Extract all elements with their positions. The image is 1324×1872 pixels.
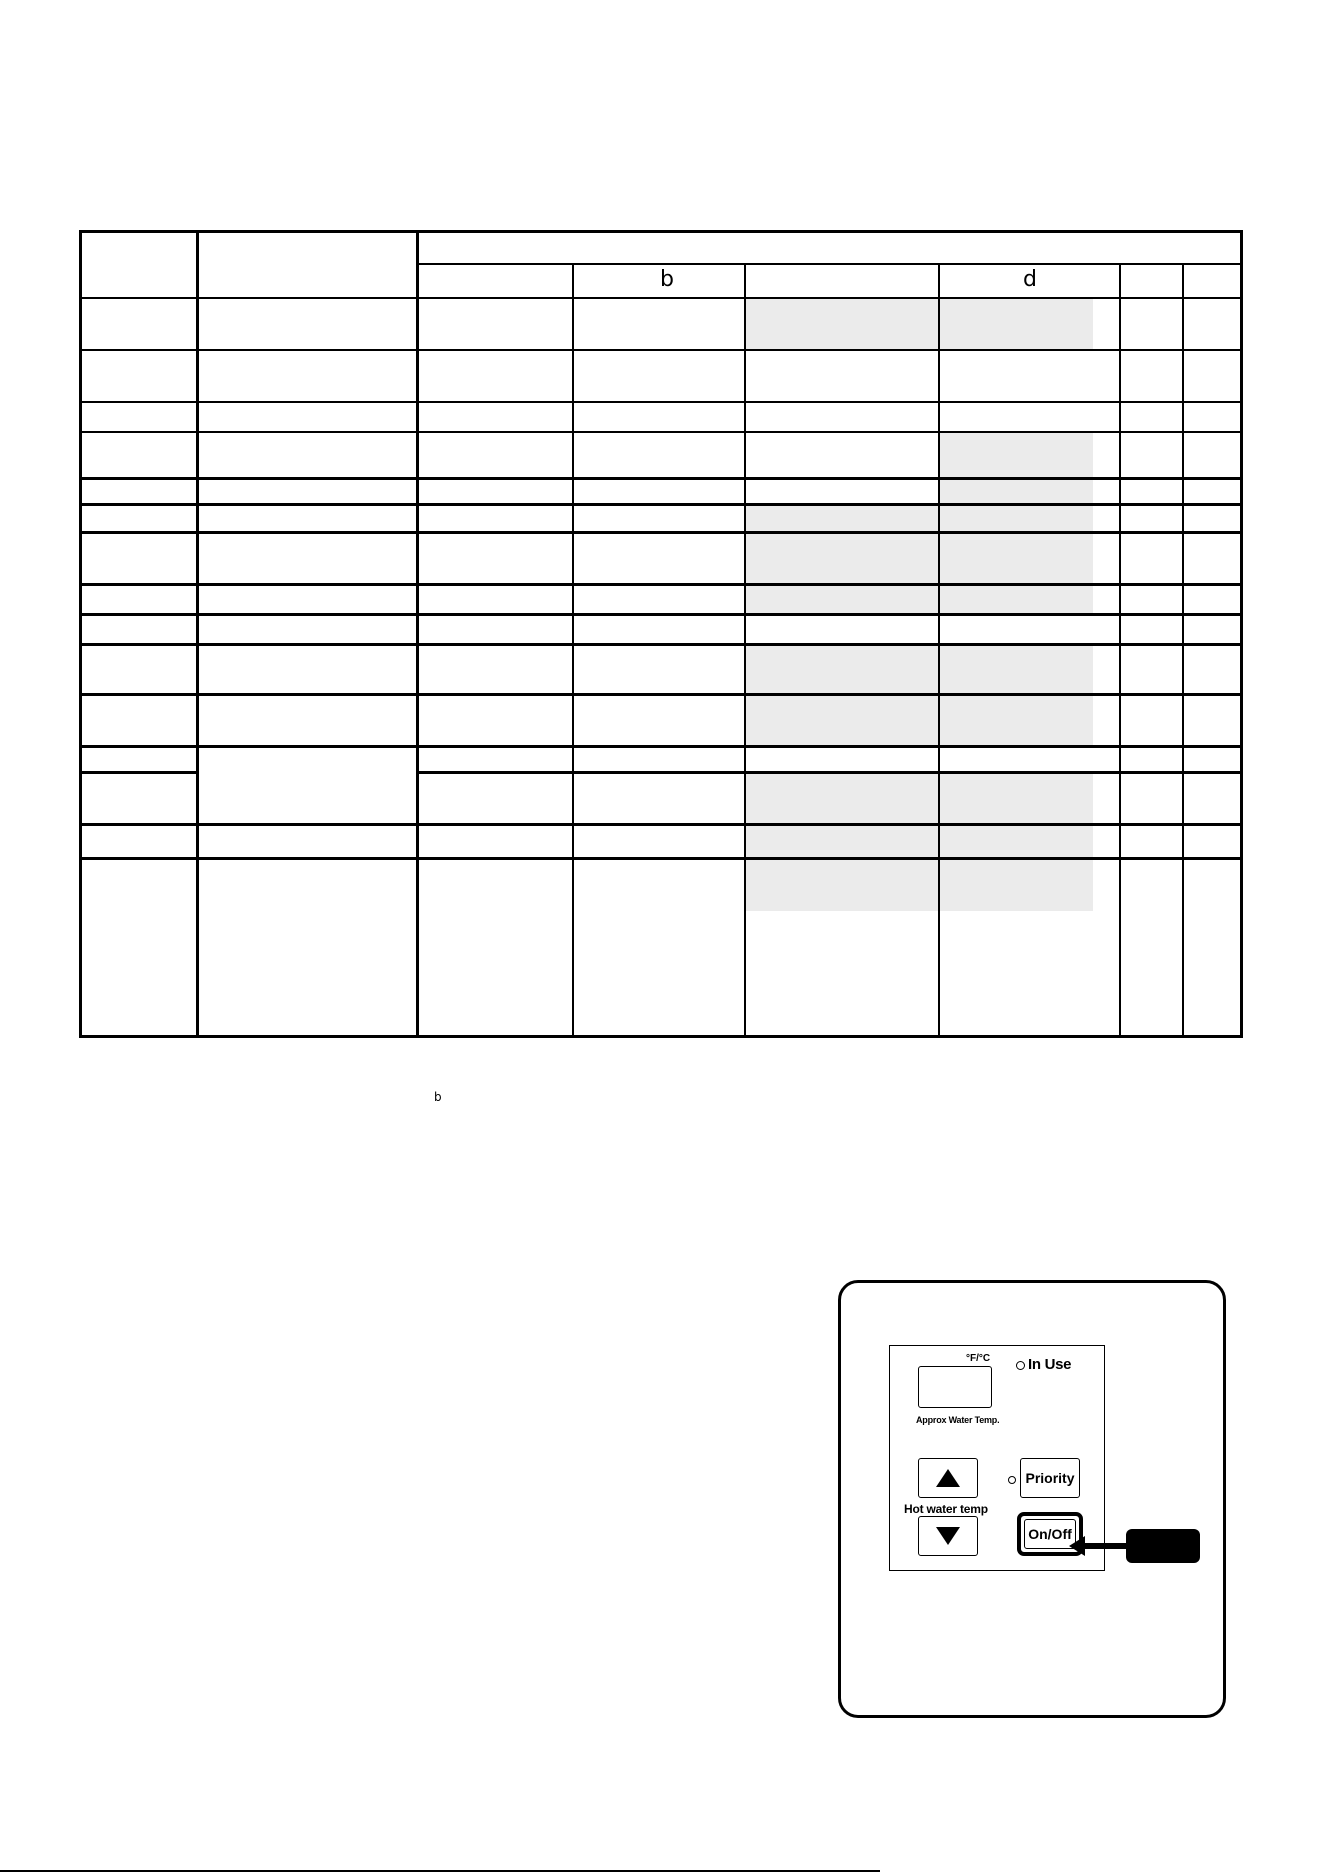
table-rule (82, 643, 1240, 646)
onoff-label: On/Off (1028, 1526, 1072, 1542)
unit-label: °F/°C (966, 1353, 991, 1364)
controller-figure (838, 1280, 1226, 1718)
table-shade (745, 585, 1093, 615)
table-rule (82, 857, 1240, 860)
table-shade (745, 299, 1093, 351)
table-shade (745, 825, 1093, 859)
in-use-led-icon (1016, 1361, 1025, 1370)
triangle-down-icon (935, 1526, 961, 1546)
table-rule (1182, 264, 1184, 1035)
callout-tag (1126, 1529, 1200, 1563)
arrow-left-icon (1069, 1534, 1131, 1558)
table-rule (1119, 264, 1121, 1035)
table-rule (82, 431, 1240, 433)
table-rule (82, 349, 1240, 351)
table-shade (745, 533, 1093, 585)
table-shade (745, 645, 1093, 695)
temperature-display (918, 1366, 992, 1408)
table-rule (82, 613, 1240, 616)
table-rule (196, 233, 199, 1035)
table-rule (82, 477, 1240, 480)
table-rule (82, 583, 1240, 586)
table-shade (745, 695, 1093, 747)
sub-header-b: b (660, 267, 674, 292)
table-rule (418, 263, 1240, 265)
triangle-up-icon (935, 1468, 961, 1488)
table-shade (939, 431, 1093, 479)
table-rule (82, 823, 1240, 826)
hot-water-temp-label: Hot water temp (904, 1502, 988, 1516)
table-rule (938, 264, 940, 1035)
table-shade (745, 773, 1093, 825)
table-shade (745, 505, 1093, 533)
table-rule (82, 297, 1240, 299)
table-rule (82, 693, 1240, 696)
table-rule (82, 745, 1240, 748)
table-rule (82, 503, 1240, 506)
temp-up-button[interactable] (918, 1458, 978, 1498)
table-shade (939, 479, 1093, 505)
footnote-mark: b (434, 1090, 442, 1104)
table-shade (745, 859, 1093, 911)
priority-button[interactable]: Priority (1020, 1458, 1080, 1498)
temp-down-button[interactable] (918, 1516, 978, 1556)
sub-header-d: d (1023, 267, 1037, 292)
approx-water-temp-label: Approx Water Temp. (916, 1415, 1000, 1425)
settings-table (79, 230, 1243, 1038)
table-rule (418, 771, 1240, 774)
table-rule (82, 531, 1240, 534)
table-rule (82, 401, 1240, 403)
table-rule (82, 771, 198, 774)
in-use-label: In Use (1028, 1356, 1072, 1373)
table-rule (744, 264, 746, 1035)
priority-led-icon (1008, 1476, 1016, 1484)
table-rule (416, 233, 419, 1035)
table-rule (572, 264, 574, 1035)
